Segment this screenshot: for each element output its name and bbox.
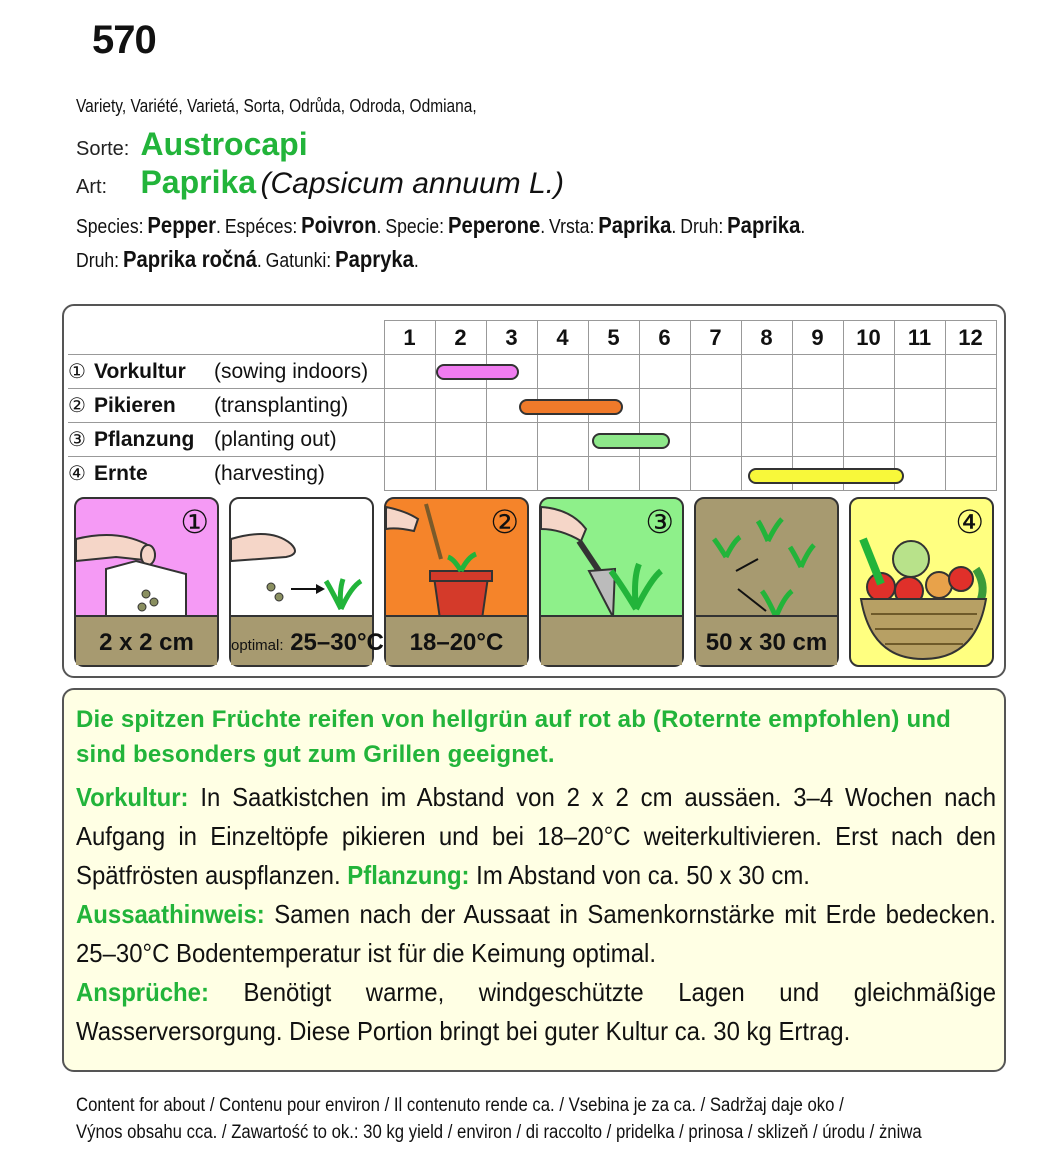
month-cell: [486, 423, 537, 457]
species-value: Paprika: [727, 212, 801, 238]
step-name: Pflanzung: [94, 427, 195, 451]
tile-germination: [229, 497, 384, 667]
row-label: [68, 359, 384, 384]
month-cell: [639, 457, 690, 491]
month-10: 10: [843, 321, 894, 355]
month-cell: [435, 457, 486, 491]
month-cell: [384, 355, 435, 389]
sorte-line: [76, 126, 308, 163]
month-header-row: [68, 321, 996, 355]
month-cell: [741, 355, 792, 389]
month-cell: [894, 423, 945, 457]
step-number: ④: [68, 463, 86, 486]
month-cell: [792, 423, 843, 457]
species-label: Specie:: [385, 216, 445, 238]
step-number: ②: [68, 395, 86, 417]
species-label: Gatunki:: [265, 250, 332, 272]
sep: .: [256, 250, 262, 272]
calendar-row: [68, 423, 996, 457]
instruction-tiles: [74, 497, 1004, 667]
pflanzung-text: Im Abstand von ca. 50 x 30 cm.: [469, 860, 810, 890]
tile-number: ③: [645, 504, 674, 540]
art-label: Art:: [76, 176, 108, 198]
vorkultur-label: Vorkultur:: [76, 782, 189, 812]
species-line-1: [76, 212, 805, 239]
month-5: 5: [588, 321, 639, 355]
species-value: Peperone: [447, 212, 541, 238]
latin-name: (Capsicum annuum L.): [260, 167, 564, 200]
species-value: Papryka: [335, 246, 414, 272]
sep: .: [800, 216, 806, 238]
row-label: [68, 393, 384, 418]
calendar-bar: [592, 433, 670, 449]
month-7: 7: [690, 321, 741, 355]
row-label: [68, 427, 384, 452]
species-line-2: [76, 246, 419, 273]
species-label: Druh:: [680, 216, 724, 238]
step-translation: (harvesting): [214, 461, 325, 485]
vorkultur-text: In Saatkistchen im Abstand von 2 x 2 cm aussäen. 3–4 Wochen nach Aufgang in Einzeltöpfe pikieren und bei 18–20°C weiterkultivieren. Erst nach den Spätfrösten auspflanzen.: [76, 782, 996, 890]
month-cell: [792, 389, 843, 423]
month-cell: [690, 457, 741, 491]
row-label: [68, 461, 384, 486]
vegetable-basket-icon: [851, 499, 996, 669]
sep: .: [540, 216, 546, 238]
month-cell: [537, 457, 588, 491]
sep: .: [413, 250, 419, 272]
month-cell: [486, 457, 537, 491]
species-value: Paprika ročná: [122, 246, 257, 272]
footer-line-1: Content for about / Contenu pour environ / Il contenuto rende ca. / Vsebina je za ca. / Sadržaj daje oko /: [76, 1095, 844, 1116]
month-cell: [435, 389, 486, 423]
species-value: Poivron: [301, 212, 377, 238]
month-cell: [945, 423, 996, 457]
tile-number: ①: [180, 504, 209, 540]
variety-name: Austrocapi: [140, 126, 308, 162]
month-9: 9: [792, 321, 843, 355]
month-cell: [588, 355, 639, 389]
month-cell: [792, 355, 843, 389]
calendar-row: [68, 355, 996, 389]
month-cell: [690, 423, 741, 457]
month-cell: [588, 457, 639, 491]
calendar-bar: [748, 468, 904, 484]
month-cell: [384, 389, 435, 423]
tile-number: ④: [955, 504, 984, 540]
step-name: Vorkultur: [94, 359, 186, 383]
sep: .: [376, 216, 382, 238]
ansprueche-label: Ansprüche:: [76, 977, 209, 1007]
sep: .: [671, 216, 677, 238]
month-cell: [894, 355, 945, 389]
species-label: Vrsta:: [549, 216, 595, 238]
species-label: Espéces:: [224, 216, 298, 238]
step-number: ③: [68, 429, 86, 451]
month-6: 6: [639, 321, 690, 355]
month-cell: [690, 355, 741, 389]
aussaathinweis-text: Samen nach der Aussaat in Samenkornstärke mit Erde bedecken. 25–30°C Bodentemperatur ist für die Keimung optimal.: [76, 899, 996, 968]
step-translation: (planting out): [214, 427, 337, 451]
aussaathinweis-label: Aussaathinweis:: [76, 899, 265, 929]
calendar-row-label: [68, 355, 384, 389]
species-value: Paprika: [598, 212, 672, 238]
species-label: Druh:: [76, 250, 120, 272]
month-cell: [639, 355, 690, 389]
species-label: Species:: [76, 216, 144, 238]
month-cell: [945, 457, 996, 491]
germination-icon: [231, 499, 376, 619]
month-cell: [843, 355, 894, 389]
spacing-arrows-icon: [696, 499, 841, 619]
tile-transplanting: [384, 497, 529, 667]
month-cell: [537, 355, 588, 389]
pot-icon: [386, 499, 531, 619]
tile-harvest: [849, 497, 994, 667]
tile-caption: 50 x 30 cm: [705, 629, 828, 656]
variety-languages: Variety, Variété, Varietá, Sorta, Odrůda, Odroda, Odmiana,: [76, 96, 477, 116]
month-cell: [945, 355, 996, 389]
sorte-label: Sorte:: [76, 138, 130, 160]
month-1: 1: [384, 321, 435, 355]
ansprueche-text: Benötigt warme, windgeschützte Lagen und gleichmäßige Wasserversorgung. Diese Portion bringt bei guter Kultur ca. 30 kg Ertrag.: [76, 977, 996, 1046]
pflanzung-label: Pflanzung:: [347, 860, 470, 890]
description-headline: Die spitzen Früchte reifen von hellgrün auf rot ab (Roternte empfohlen) und sind besonders gut zum Grillen geeignet.: [76, 706, 952, 768]
tile-ground: [541, 615, 682, 665]
description-body: [76, 778, 996, 1051]
month-2: 2: [435, 321, 486, 355]
sep: .: [216, 216, 221, 238]
month-cell: [384, 457, 435, 491]
step-translation: (transplanting): [214, 393, 349, 417]
step-name: Pikieren: [94, 393, 176, 417]
month-cell: [537, 423, 588, 457]
footer-line-2: Výnos obsahu cca. / Zawartość to ok.: 30 kg yield / environ / di raccolto / pridelka / prinosa / sklizeň / úrodu / żniwa: [76, 1122, 922, 1143]
description-box: [62, 688, 1006, 1072]
caption-prefix: optimal:: [231, 637, 284, 654]
month-cell: [843, 423, 894, 457]
content-footer: [76, 1092, 922, 1146]
caption-temp: 25–30°C: [290, 629, 384, 656]
species-name: Paprika: [140, 164, 257, 200]
month-11: 11: [894, 321, 945, 355]
sowing-hand-icon: [76, 499, 221, 619]
tile-sowing: [74, 497, 219, 667]
step-name: Ernte: [94, 461, 148, 485]
tile-number: ②: [490, 504, 519, 540]
month-3: 3: [486, 321, 537, 355]
month-8: 8: [741, 321, 792, 355]
month-cell: [741, 389, 792, 423]
month-cell: [945, 389, 996, 423]
species-value: Pepper: [147, 212, 217, 238]
calendar-bar: [519, 399, 623, 415]
step-number: ①: [68, 361, 86, 383]
month-cell: [843, 389, 894, 423]
calendar-bar: [436, 364, 519, 380]
step-translation: (sowing indoors): [214, 359, 369, 383]
month-cell: [384, 423, 435, 457]
month-cell: [741, 423, 792, 457]
month-cell: [435, 423, 486, 457]
month-cell: [639, 389, 690, 423]
product-number: 570: [92, 18, 156, 62]
month-cell: [690, 389, 741, 423]
tile-spacing: [694, 497, 839, 667]
tile-caption: 2 x 2 cm: [99, 629, 194, 656]
header-spacer: [68, 321, 384, 355]
month-4: 4: [537, 321, 588, 355]
calendar-row-label: [68, 389, 384, 423]
calendar-row-label: [68, 423, 384, 457]
art-line: [76, 164, 564, 201]
trowel-icon: [541, 499, 686, 619]
tile-planting-out: [539, 497, 684, 667]
tile-caption: 18–20°C: [409, 629, 504, 656]
calendar-row-label: [68, 457, 384, 491]
month-cell: [894, 389, 945, 423]
month-12: 12: [945, 321, 996, 355]
tile-caption: [231, 629, 384, 657]
